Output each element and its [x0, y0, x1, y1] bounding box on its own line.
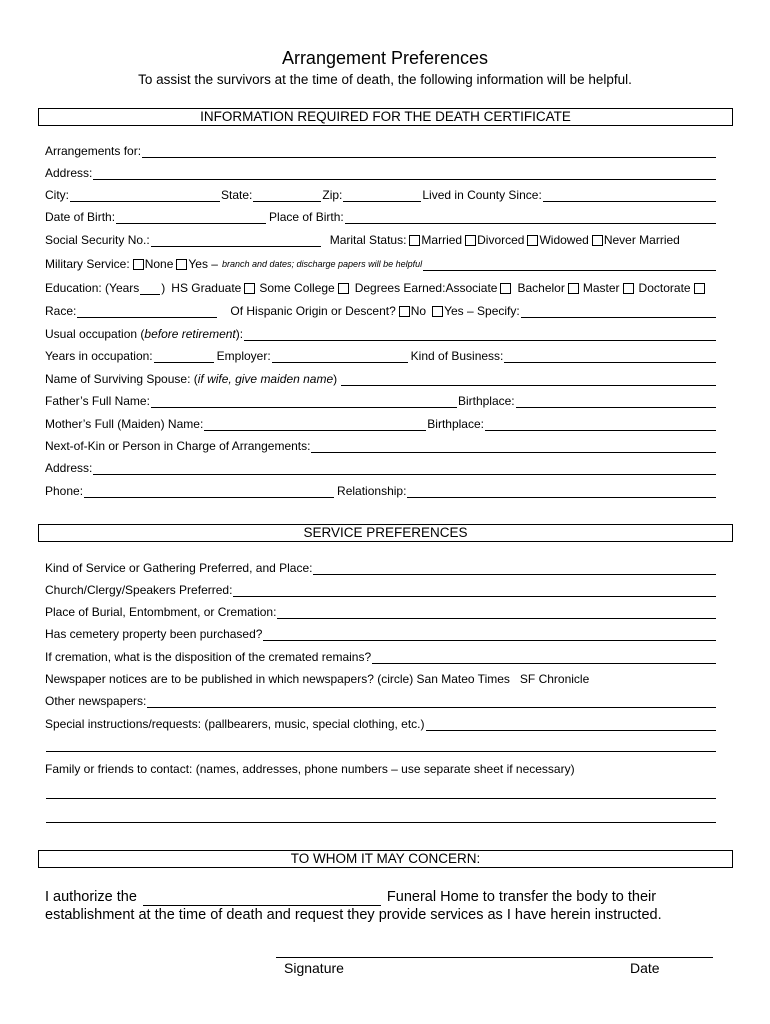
military-none-label: None — [144, 257, 174, 271]
cemetery-field[interactable] — [263, 628, 716, 641]
bachelor-checkbox[interactable] — [568, 283, 579, 294]
if-wife-label: if wife, give maiden name — [197, 372, 334, 386]
never-married-label: Never Married — [603, 233, 680, 247]
next-of-kin-label: Next-of-Kin or Person in Charge of Arrangements: — [45, 439, 311, 453]
married-label: Married — [421, 233, 463, 247]
cremation-row — [45, 650, 717, 664]
place-of-birth-field[interactable] — [345, 211, 716, 224]
cemetery-row — [45, 627, 717, 641]
education-years-field[interactable] — [140, 282, 160, 295]
other-newspapers-row — [45, 694, 717, 708]
divorced-label: Divorced — [477, 233, 525, 247]
special-continued-field[interactable] — [46, 739, 716, 752]
military-note: branch and dates; discharge papers will be helpful — [221, 259, 423, 269]
kin-address-field[interactable] — [93, 462, 716, 475]
father-row — [45, 394, 717, 408]
dob-field[interactable] — [116, 211, 266, 224]
associate-checkbox[interactable] — [500, 283, 511, 294]
church-row — [45, 583, 717, 597]
father-birthplace-field[interactable] — [516, 395, 716, 408]
family-line-2-field[interactable] — [46, 810, 716, 823]
degrees-earned-label: Degrees Earned: — [354, 281, 446, 295]
kind-of-service-label: Kind of Service or Gathering Preferred, and Place: — [45, 561, 313, 575]
master-label: Master — [582, 281, 620, 295]
employer-label: Employer: — [216, 349, 271, 363]
church-field[interactable] — [233, 584, 716, 597]
special-row — [45, 717, 717, 731]
father-field[interactable] — [151, 395, 457, 408]
mother-birthplace-field[interactable] — [485, 418, 716, 431]
years-occupation-label: Years in occupation: — [45, 349, 153, 363]
military-row — [45, 257, 717, 271]
race-field[interactable] — [77, 305, 217, 318]
family-row — [45, 762, 717, 776]
city-row — [45, 188, 717, 202]
burial-field[interactable] — [277, 606, 716, 619]
phone-row — [45, 484, 717, 498]
father-label: Father’s Full Name: — [45, 394, 150, 408]
hispanic-specify-field[interactable] — [521, 305, 716, 318]
other-newspapers-field[interactable] — [147, 695, 716, 708]
special-continued-row — [45, 739, 717, 752]
family-line-2-row — [45, 810, 717, 823]
mother-birthplace-label: Birthplace: — [427, 417, 484, 431]
arrangements-for-field[interactable] — [142, 145, 716, 158]
surviving-spouse-end: ) — [333, 372, 338, 386]
relationship-label: Relationship: — [337, 484, 407, 498]
other-newspapers-label: Other newspapers: — [45, 694, 147, 708]
bachelor-label: Bachelor — [517, 281, 565, 295]
education-label: Education: (Years — [45, 281, 140, 295]
next-of-kin-row — [45, 439, 717, 453]
state-label: State: — [221, 188, 253, 202]
address-row — [45, 166, 717, 180]
address-field[interactable] — [93, 167, 716, 180]
years-occupation-row — [45, 349, 717, 363]
father-birthplace-label: Birthplace: — [457, 394, 515, 408]
hs-graduate-label: HS Graduate — [171, 281, 242, 295]
usual-occupation-field[interactable] — [244, 328, 716, 341]
phone-field[interactable] — [84, 485, 334, 498]
phone-label: Phone: — [45, 484, 84, 498]
military-field[interactable] — [423, 258, 716, 271]
married-checkbox[interactable] — [409, 235, 420, 246]
family-line-1-row — [45, 786, 717, 799]
usual-occupation-row — [45, 327, 717, 341]
hispanic-yes-checkbox[interactable] — [432, 306, 443, 317]
some-college-label: Some College — [259, 281, 335, 295]
kin-address-row — [45, 461, 717, 475]
special-field[interactable] — [426, 718, 717, 731]
cemetery-label: Has cemetery property been purchased? — [45, 627, 263, 641]
doctorate-label: Doctorate — [638, 281, 691, 295]
date-label: Date — [630, 960, 660, 976]
next-of-kin-field[interactable] — [311, 440, 716, 453]
education-close: ) — [161, 281, 166, 295]
section-service-preferences: SERVICE PREFERENCES — [38, 524, 733, 542]
page-subtitle: To assist the survivors at the time of death, the following information will be helpful. — [138, 72, 632, 87]
associate-label: Associate — [445, 281, 498, 295]
military-yes-label: Yes – — [188, 257, 218, 271]
hispanic-no-checkbox[interactable] — [399, 306, 410, 317]
hispanic-label: Of Hispanic Origin or Descent? — [230, 304, 396, 318]
master-checkbox[interactable] — [623, 283, 634, 294]
before-retirement-label: before retirement — [144, 327, 236, 341]
zip-label: Zip: — [322, 188, 343, 202]
mother-label: Mother’s Full (Maiden) Name: — [45, 417, 204, 431]
cremation-label: If cremation, what is the disposition of the cremated remains? — [45, 650, 372, 664]
address-label: Address: — [45, 166, 93, 180]
military-yes-checkbox[interactable] — [176, 259, 187, 270]
dob-label: Date of Birth: — [45, 210, 116, 224]
state-field[interactable] — [253, 189, 321, 202]
ssn-field[interactable] — [151, 234, 321, 247]
signature-label: Signature — [284, 960, 344, 976]
widowed-checkbox[interactable] — [527, 235, 538, 246]
dob-row — [45, 210, 717, 224]
arrangements-for-row — [45, 144, 717, 158]
arrangements-for-label: Arrangements for: — [45, 144, 142, 158]
surviving-spouse-row — [45, 372, 717, 386]
widowed-label: Widowed — [539, 233, 589, 247]
place-of-birth-label: Place of Birth: — [269, 210, 344, 224]
military-none-checkbox[interactable] — [133, 259, 144, 270]
burial-label: Place of Burial, Entombment, or Cremation: — [45, 605, 277, 619]
some-college-checkbox[interactable] — [338, 283, 349, 294]
authorize-line-2: establishment at the time of death and request they provide services as I have herein instructed. — [45, 907, 662, 923]
hispanic-yes-label: Yes – Specify: — [444, 304, 520, 318]
marital-status-label: Marital Status: — [329, 233, 407, 247]
employer-field[interactable] — [272, 350, 408, 363]
authorize-start-label: I authorize the — [45, 889, 137, 905]
divorced-checkbox[interactable] — [465, 235, 476, 246]
surviving-spouse-field[interactable] — [341, 373, 716, 386]
authorize-row — [45, 888, 725, 906]
relationship-field[interactable] — [407, 485, 716, 498]
family-label: Family or friends to contact: (names, addresses, phone numbers – use separate sheet if necessary) — [45, 762, 575, 776]
military-label: Military Service: — [45, 257, 130, 271]
section-death-certificate: INFORMATION REQUIRED FOR THE DEATH CERTIFICATE — [38, 108, 733, 126]
doctorate-checkbox[interactable] — [694, 283, 705, 294]
lived-in-county-field[interactable] — [543, 189, 716, 202]
kind-of-service-field[interactable] — [313, 562, 716, 575]
city-field[interactable] — [70, 189, 220, 202]
race-label: Race: — [45, 304, 77, 318]
race-row — [45, 304, 717, 318]
surviving-spouse-label: Name of Surviving Spouse: ( — [45, 372, 198, 386]
never-married-checkbox[interactable] — [592, 235, 603, 246]
section-to-whom-it-may-concern: TO WHOM IT MAY CONCERN: — [38, 850, 733, 868]
ssn-row — [45, 233, 717, 247]
authorize-end-label: Funeral Home to transfer the body to their — [386, 889, 657, 905]
church-label: Church/Clergy/Speakers Preferred: — [45, 583, 233, 597]
kin-address-label: Address: — [45, 461, 93, 475]
cremation-field[interactable] — [372, 651, 716, 664]
education-row — [45, 281, 717, 295]
lived-in-county-label: Lived in County Since: — [422, 188, 542, 202]
kind-of-service-row — [45, 561, 717, 575]
newspaper-row — [45, 672, 717, 686]
kind-of-business-label: Kind of Business: — [410, 349, 504, 363]
zip-field[interactable] — [343, 189, 421, 202]
funeral-home-field[interactable] — [143, 891, 381, 906]
mother-field[interactable] — [204, 418, 426, 431]
city-label: City: — [45, 188, 69, 202]
hispanic-no-label: No — [410, 304, 427, 318]
usual-occupation-end: ): — [235, 327, 244, 341]
ssn-label: Social Security No.: — [45, 233, 150, 247]
hs-graduate-checkbox[interactable] — [244, 283, 255, 294]
newspaper-label: Newspaper notices are to be published in which newspapers? (circle) San Mateo Times SF Chronicle — [45, 672, 590, 686]
signature-line[interactable] — [276, 957, 713, 958]
burial-row — [45, 605, 717, 619]
mother-row — [45, 417, 717, 431]
page-title: Arrangement Preferences — [281, 48, 489, 68]
usual-occupation-label: Usual occupation ( — [45, 327, 145, 341]
family-line-1-field[interactable] — [46, 786, 716, 799]
special-label: Special instructions/requests: (pallbearers, music, special clothing, etc.) — [45, 717, 425, 731]
kind-of-business-field[interactable] — [504, 350, 716, 363]
years-occupation-field[interactable] — [154, 350, 214, 363]
